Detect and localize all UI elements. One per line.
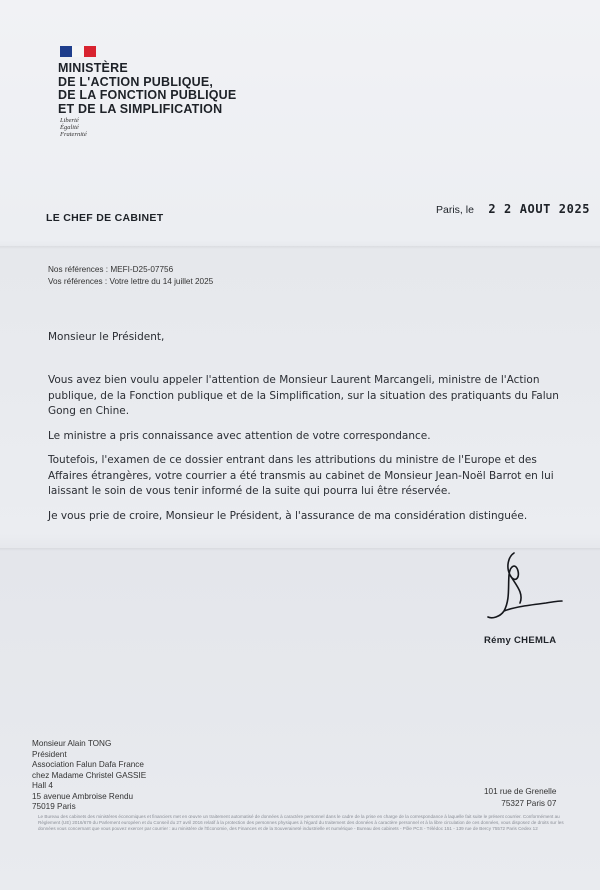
our-reference: Nos références : MEFI-D25-07756 bbox=[48, 265, 174, 274]
date-line bbox=[436, 200, 590, 218]
letter-body bbox=[48, 373, 568, 533]
motto-line: Fraternité bbox=[60, 131, 87, 138]
signatory-name: Rémy CHEMLA bbox=[484, 635, 557, 646]
ministry-line: DE L'ACTION PUBLIQUE, bbox=[58, 74, 214, 89]
marianne-flag-logo bbox=[60, 46, 96, 57]
republic-motto bbox=[60, 117, 87, 138]
motto-line: Égalité bbox=[60, 124, 79, 131]
address-line: Monsieur Alain TONG bbox=[32, 739, 112, 748]
ministry-line: DE LA FONCTION PUBLIQUE bbox=[58, 88, 237, 102]
ministry-address-line: 101 rue de Grenelle bbox=[484, 787, 557, 796]
ministry-line: ET DE LA SIMPLIFICATION bbox=[58, 101, 223, 116]
address-line: Président bbox=[32, 749, 67, 759]
paper-fold bbox=[0, 246, 600, 249]
date-label: Paris, le bbox=[436, 204, 474, 216]
address-line: 75019 Paris bbox=[32, 802, 76, 811]
sender-title: LE CHEF DE CABINET bbox=[46, 212, 164, 224]
ministry-address-line: 75327 Paris 07 bbox=[501, 798, 557, 808]
body-paragraph: Le ministre a pris connaissance avec attention de votre correspondance. bbox=[48, 429, 431, 442]
address-line: Association Falun Dafa France bbox=[32, 760, 144, 769]
gdpr-footnote: Le Bureau des cabinets des ministères économiques et financiers met en œuvre un traitement automatisé de données à caractère personnel dans le cadre de la prise en charge de la correspondance à laquelle fait suite le présent courrier. Conformément au Règlement (UE) 2016/679 du Parlement européen et du Conseil du 27 avril 2016 relatif à la protection des personnes physiques à l'égard du traitement des données à caractère personnel et à la libre circulation de ces données, vous disposez de droits sur les données vous concernant que vous pouvez exercer par courrier : au ministère de l'Économie, des Finances et de la Souveraineté industrielle et numérique - Bureau des cabinets - Pôle PCS - Télédoc 151 - 139 rue de Bercy 75572 Paris Cedex 12 bbox=[38, 814, 564, 832]
references bbox=[48, 264, 213, 288]
salutation: Monsieur le Président, bbox=[48, 331, 165, 343]
your-reference: Vos références : Votre lettre du 14 juillet 2025 bbox=[48, 277, 214, 286]
ministry-address bbox=[484, 786, 556, 809]
body-paragraph: Je vous prie de croire, Monsieur le Président, à l'assurance de ma considération distinguée. bbox=[48, 509, 528, 522]
date-stamp: 2 2 AOUT 2025 bbox=[488, 202, 591, 216]
address-line: chez Madame Christel GASSIE bbox=[32, 770, 147, 780]
body-paragraph: Toutefois, l'examen de ce dossier entrant dans les attributions du ministre de l'Europe et des Affaires étrangères, votre courrier a été transmis au cabinet de Monsieur Jean-Noël Barrot en lui laissant le soin de vous tenir informé de la suite qui pourra lui être réservée. bbox=[48, 454, 554, 497]
ministry-name bbox=[58, 62, 236, 116]
handwritten-signature bbox=[480, 545, 565, 630]
address-line: Hall 4 bbox=[32, 781, 53, 790]
motto-line: Liberté bbox=[60, 117, 79, 124]
address-line: 15 avenue Ambroise Rendu bbox=[32, 791, 134, 801]
ministry-line: MINISTÈRE bbox=[58, 61, 128, 75]
recipient-address bbox=[32, 739, 146, 813]
body-paragraph: Vous avez bien voulu appeler l'attention de Monsieur Laurent Marcangeli, ministre de l'Action publique, de la Fonction publique et de la Simplification, sur la situation des pratiquants du Falun Gong en Chine. bbox=[48, 374, 559, 417]
